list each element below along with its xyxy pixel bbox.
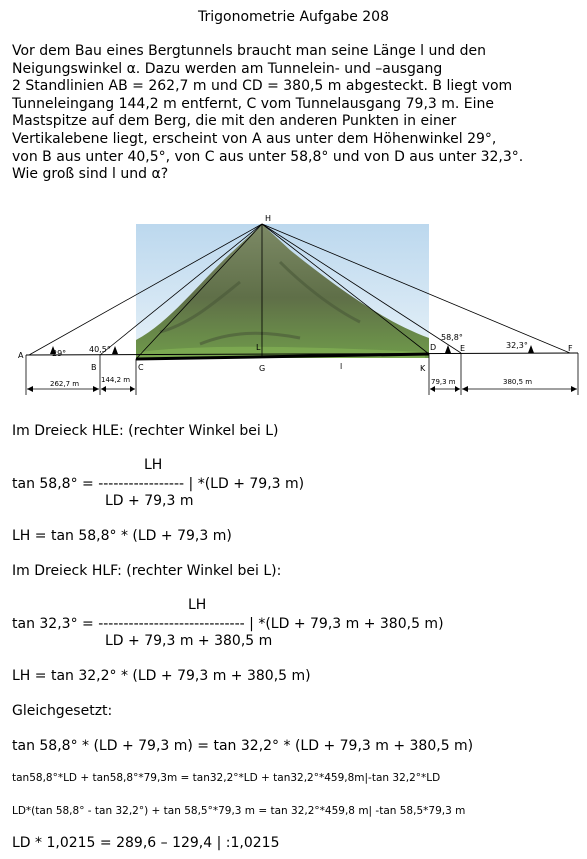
intro-line: von B aus unter 40,5°, von C aus unter 58,8° und von D aus unter 32,3°. bbox=[12, 148, 524, 165]
intro-line: Neigungswinkel α. Dazu werden am Tunnelein- und –ausgang bbox=[12, 60, 443, 77]
intro-line: Vertikalebene liegt, erscheint von A aus unter dem Höhenwinkel 29°, bbox=[12, 130, 497, 147]
dim-ab: 262,7 m bbox=[50, 380, 80, 388]
eq7: LD*(tan 58,8° - tan 32,2°) + tan 58,5°*79,3 m = tan 32,2°*459,8 m| -tan 58,5*79,3 m bbox=[12, 805, 466, 817]
eq3-left: tan 32,3° = bbox=[12, 616, 99, 632]
eq1-numerator: LH bbox=[144, 457, 163, 473]
tunnel-length-label: l bbox=[340, 362, 343, 371]
eq8: LD * 1,0215 = 289,6 – 129,4 | :1,0215 bbox=[12, 835, 280, 851]
angle-a-label: 29° bbox=[52, 349, 67, 358]
eq1-denominator: LD + 79,3 m bbox=[105, 493, 194, 509]
intro-line: Vor dem Bau eines Bergtunnels braucht man seine Länge l und den bbox=[12, 43, 486, 59]
equate-heading: Gleichgesetzt: bbox=[12, 703, 113, 719]
eq3-numerator: LH bbox=[188, 597, 207, 613]
angle-f-label: 32,3° bbox=[506, 341, 528, 350]
eq1-dashes: ----------------- bbox=[98, 476, 185, 492]
eq3-line bbox=[12, 616, 444, 632]
angle-b-label: 40,5° bbox=[89, 345, 111, 354]
point-c: C bbox=[138, 363, 144, 372]
intro-line: Tunneleingang 144,2 m entfernt, C vom Tunnelausgang 79,3 m. Eine bbox=[12, 95, 495, 112]
eq3-dashes: ----------------------------- bbox=[98, 616, 245, 632]
point-l: L bbox=[256, 343, 261, 352]
intro-line: Mastspitze auf dem Berg, die mit den anderen Punkten in einer bbox=[12, 113, 457, 130]
point-b: B bbox=[91, 363, 97, 372]
dim-ke: 79,3 m bbox=[431, 378, 456, 386]
point-f: F bbox=[568, 344, 573, 353]
angle-e-label: 58,8° bbox=[441, 333, 463, 342]
point-d: D bbox=[430, 343, 437, 352]
intro-line: 2 Standlinien AB = 262,7 m und CD = 380,5 m abgesteckt. B liegt vom bbox=[12, 78, 513, 95]
eq4: LH = tan 32,2° * (LD + 79,3 m + 380,5 m) bbox=[12, 668, 311, 684]
point-k: K bbox=[420, 364, 426, 373]
eq1-left: tan 58,8° = bbox=[12, 476, 99, 492]
eq3-right: | *(LD + 79,3 m + 380,5 m) bbox=[244, 616, 444, 632]
diagram-svg bbox=[0, 212, 587, 407]
dim-ef: 380,5 m bbox=[503, 378, 533, 386]
tunnel-diagram bbox=[0, 212, 587, 407]
page-title: Trigonometrie Aufgabe 208 bbox=[198, 9, 389, 25]
eq6: tan58,8°*LD + tan58,8°*79,3m = tan32,2°*LD + tan32,2°*459,8m|-tan 32,2°*LD bbox=[12, 772, 441, 784]
point-h: H bbox=[265, 214, 272, 223]
eq1-line bbox=[12, 476, 304, 492]
point-e: E bbox=[460, 344, 466, 353]
eq1-right: | *(LD + 79,3 m) bbox=[184, 476, 305, 492]
eq5: tan 58,8° * (LD + 79,3 m) = tan 32,2° * (LD + 79,3 m + 380,5 m) bbox=[12, 738, 474, 754]
hlf-heading: Im Dreieck HLF: (rechter Winkel bei L): bbox=[12, 563, 282, 579]
intro-line: Wie groß sind l und α? bbox=[12, 166, 169, 183]
eq3-denominator: LD + 79,3 m + 380,5 m bbox=[105, 633, 273, 649]
problem-statement bbox=[12, 43, 582, 184]
point-a: A bbox=[18, 351, 24, 360]
eq2: LH = tan 58,8° * (LD + 79,3 m) bbox=[12, 528, 232, 544]
dim-bc: 144,2 m bbox=[101, 376, 131, 384]
hle-heading: Im Dreieck HLE: (rechter Winkel bei L) bbox=[12, 423, 279, 439]
point-g: G bbox=[259, 364, 266, 373]
